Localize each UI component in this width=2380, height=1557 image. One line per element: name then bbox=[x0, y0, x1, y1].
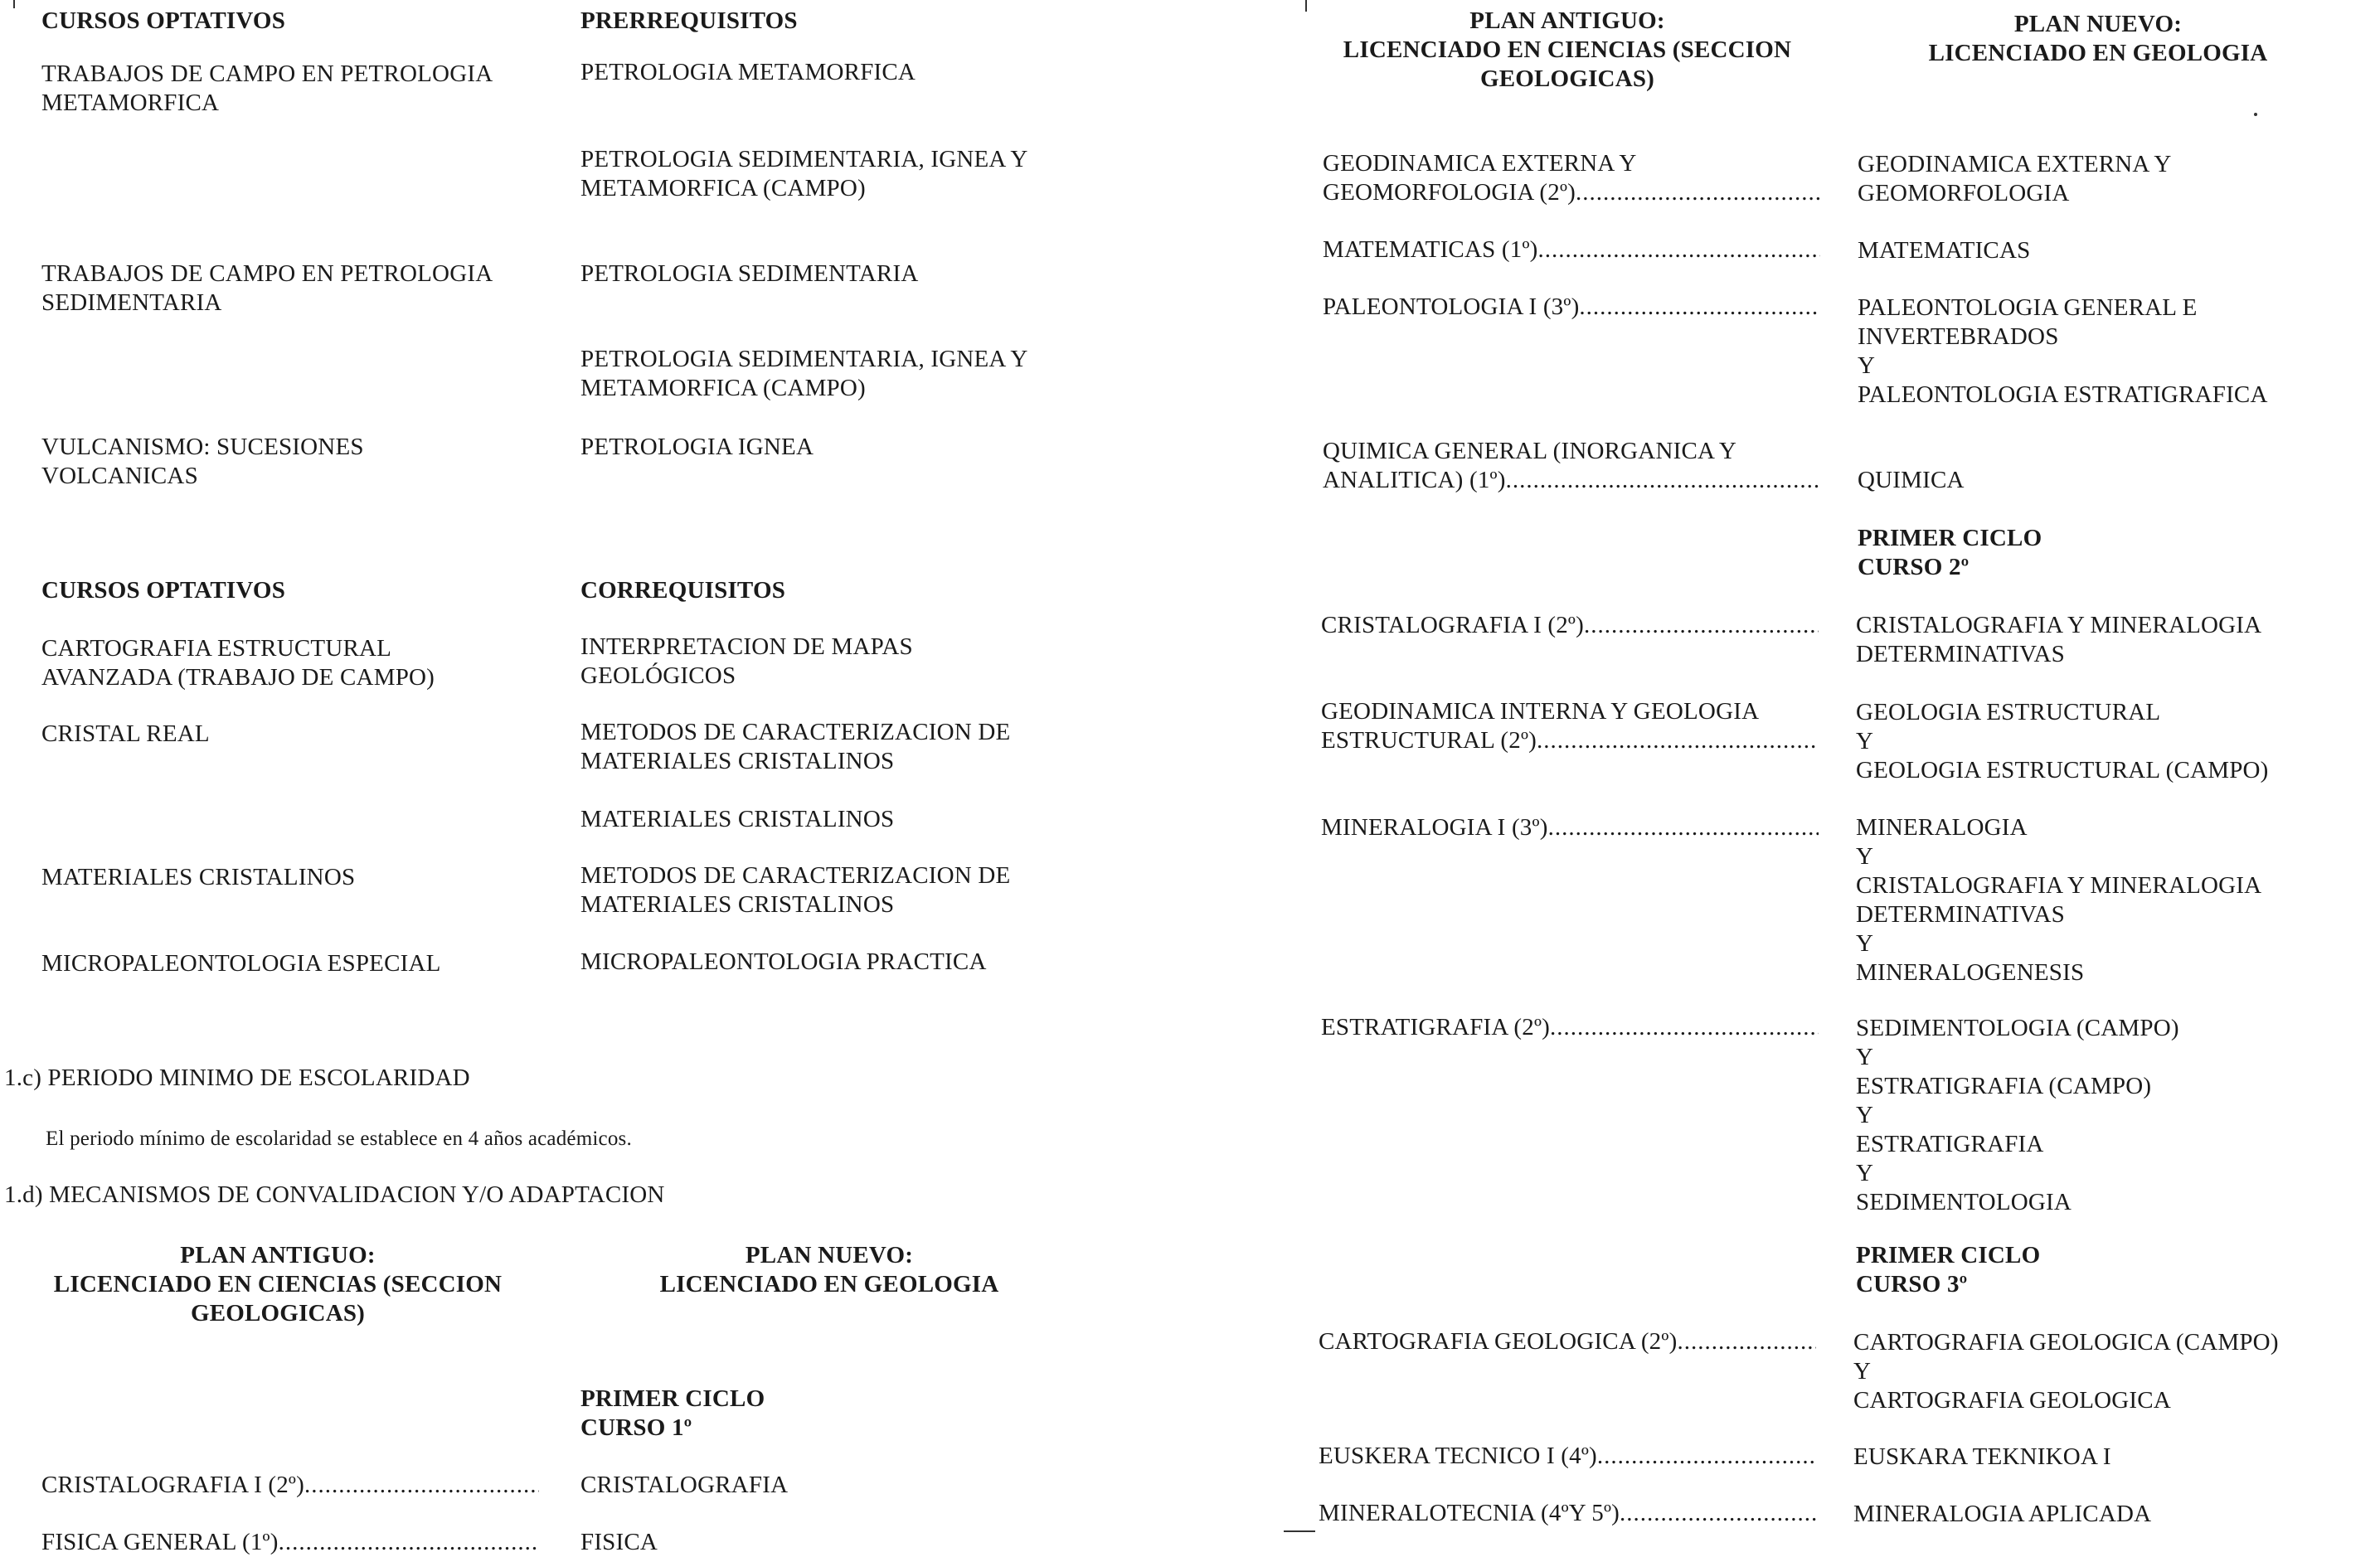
subject-text: ANALITICA) (1º) bbox=[1323, 467, 1506, 493]
leader-dots bbox=[279, 1528, 539, 1557]
leader-dots bbox=[1677, 1327, 1816, 1356]
old-plan-subject bbox=[1321, 611, 1819, 640]
requisite-name: PETROLOGIA SEDIMENTARIA, IGNEA Y bbox=[580, 146, 1028, 172]
requisite-name: METAMORFICA (CAMPO) bbox=[580, 375, 866, 401]
old-plan-label: PLAN ANTIGUO: bbox=[1469, 7, 1665, 34]
old-plan-subject bbox=[41, 1528, 539, 1557]
old-plan-subject: GEODINAMICA EXTERNA Y bbox=[1323, 150, 1637, 177]
old-plan-subject bbox=[1321, 726, 1819, 755]
requisite-name: PETROLOGIA METAMORFICA bbox=[580, 59, 916, 85]
subject-text: MATEMATICAS (1º) bbox=[1323, 236, 1538, 263]
leader-dots bbox=[304, 1471, 539, 1500]
course-name: CRISTAL REAL bbox=[41, 720, 210, 747]
new-plan-subject: CARTOGRAFIA GEOLOGICA bbox=[1853, 1387, 2171, 1414]
old-plan-subject: GEODINAMICA INTERNA Y GEOLOGIA bbox=[1321, 698, 1760, 725]
cycle-heading: PRIMER CICLO bbox=[1856, 1242, 2041, 1268]
course-year-heading: CURSO 1º bbox=[580, 1414, 692, 1441]
subject-text: MINERALOTECNIA (4ºY 5º) bbox=[1319, 1500, 1620, 1526]
old-plan-section: GEOLOGICAS) bbox=[1479, 65, 1655, 92]
course-name: VOLCANICAS bbox=[41, 463, 198, 489]
new-plan-subject: CRISTALOGRAFIA bbox=[580, 1472, 789, 1498]
leader-dots bbox=[1576, 178, 1820, 207]
old-plan-degree: LICENCIADO EN CIENCIAS (SECCION bbox=[1343, 36, 1792, 63]
course-name: TRABAJOS DE CAMPO EN PETROLOGIA bbox=[41, 61, 493, 87]
subject-text: ESTRATIGRAFIA (2º) bbox=[1321, 1014, 1551, 1040]
new-plan-subject: CARTOGRAFIA GEOLOGICA (CAMPO) bbox=[1853, 1329, 2279, 1356]
new-plan-subject: QUIMICA bbox=[1858, 467, 1965, 493]
new-plan-subject: CRISTALOGRAFIA Y MINERALOGIA bbox=[1856, 612, 2262, 638]
subject-text: CRISTALOGRAFIA I (2º) bbox=[1321, 612, 1584, 638]
old-plan-subject bbox=[1323, 235, 1820, 264]
leader-dots bbox=[1506, 466, 1820, 495]
course-name: TRABAJOS DE CAMPO EN PETROLOGIA bbox=[41, 260, 493, 287]
course-name: METAMORFICA bbox=[41, 90, 220, 116]
scan-mark bbox=[13, 0, 15, 8]
subject-text: ESTRUCTURAL (2º) bbox=[1321, 727, 1537, 754]
corequisites-header: CORREQUISITOS bbox=[580, 577, 786, 604]
old-plan-subject bbox=[1319, 1442, 1816, 1471]
old-plan-subject bbox=[1323, 466, 1820, 495]
scan-mark bbox=[1284, 1530, 1315, 1532]
course-name: MICROPALEONTOLOGIA ESPECIAL bbox=[41, 950, 441, 977]
cycle-heading: PRIMER CICLO bbox=[1858, 525, 2042, 551]
subject-text: GEOMORFOLOGIA (2º) bbox=[1323, 179, 1576, 206]
course-name: CARTOGRAFIA ESTRUCTURAL bbox=[41, 635, 392, 662]
requisite-name: MATERIALES CRISTALINOS bbox=[580, 748, 895, 774]
new-plan-subject: Y bbox=[1856, 1044, 1874, 1070]
new-plan-subject: Y bbox=[1856, 728, 1874, 754]
course-year-heading: CURSO 3º bbox=[1856, 1271, 1968, 1298]
requisite-name: INTERPRETACION DE MAPAS bbox=[580, 633, 913, 660]
leader-dots bbox=[1579, 293, 1820, 322]
new-plan-subject: PALEONTOLOGIA GENERAL E bbox=[1858, 294, 2198, 321]
old-plan-subject bbox=[1321, 1013, 1819, 1042]
new-plan-subject: ESTRATIGRAFIA bbox=[1856, 1131, 2044, 1157]
old-plan-subject bbox=[1319, 1327, 1816, 1356]
leader-dots bbox=[1538, 235, 1821, 264]
new-plan-subject: ESTRATIGRAFIA (CAMPO) bbox=[1856, 1073, 2152, 1099]
new-plan-subject: GEODINAMICA EXTERNA Y bbox=[1858, 151, 2172, 177]
new-plan-subject: Y bbox=[1856, 843, 1874, 870]
subject-text: PALEONTOLOGIA I (3º) bbox=[1323, 293, 1580, 320]
new-plan-subject: GEOMORFOLOGIA bbox=[1858, 180, 2070, 206]
prerequisites-header: PRERREQUISITOS bbox=[580, 7, 798, 34]
new-plan-subject: SEDIMENTOLOGIA bbox=[1856, 1189, 2072, 1215]
requisite-name: PETROLOGIA SEDIMENTARIA bbox=[580, 260, 919, 287]
new-plan-subject: PALEONTOLOGIA ESTRATIGRAFICA bbox=[1858, 381, 2268, 408]
course-name: VULCANISMO: SUCESIONES bbox=[41, 434, 364, 460]
new-plan-subject: MINERALOGIA APLICADA bbox=[1853, 1501, 2152, 1527]
old-plan-degree: LICENCIADO EN CIENCIAS (SECCION bbox=[53, 1271, 503, 1298]
leader-dots bbox=[1620, 1499, 1816, 1528]
cycle-heading: PRIMER CICLO bbox=[580, 1385, 765, 1412]
course-name: SEDIMENTARIA bbox=[41, 289, 222, 316]
old-plan-subject bbox=[41, 1471, 539, 1500]
new-plan-subject: FISICA bbox=[580, 1529, 658, 1555]
new-plan-subject: Y bbox=[1858, 352, 1876, 379]
leader-dots bbox=[1584, 611, 1819, 640]
subject-text: CRISTALOGRAFIA I (2º) bbox=[41, 1472, 304, 1498]
requisite-name: METAMORFICA (CAMPO) bbox=[580, 175, 866, 201]
course-name: MATERIALES CRISTALINOS bbox=[41, 864, 356, 890]
old-plan-subject bbox=[1323, 293, 1820, 322]
subject-text: FISICA GENERAL (1º) bbox=[41, 1529, 279, 1555]
new-plan-subject: DETERMINATIVAS bbox=[1856, 641, 2065, 667]
old-plan-label: PLAN ANTIGUO: bbox=[180, 1242, 376, 1268]
new-plan-subject: INVERTEBRADOS bbox=[1858, 323, 2059, 350]
course-name: AVANZADA (TRABAJO DE CAMPO) bbox=[41, 664, 435, 691]
new-plan-subject: SEDIMENTOLOGIA (CAMPO) bbox=[1856, 1015, 2179, 1041]
new-plan-subject: Y bbox=[1856, 1160, 1874, 1186]
leader-dots bbox=[1597, 1442, 1816, 1471]
course-year-heading: CURSO 2º bbox=[1858, 554, 1970, 580]
new-plan-subject: MINERALOGENESIS bbox=[1856, 959, 2085, 986]
new-plan-subject: Y bbox=[1856, 930, 1874, 957]
new-plan-subject: MATEMATICAS bbox=[1858, 237, 2031, 264]
section-d-title: 1.d) MECANISMOS DE CONVALIDACION Y/O ADAPTACION bbox=[4, 1181, 665, 1208]
new-plan-label: PLAN NUEVO: bbox=[745, 1242, 914, 1268]
scan-mark bbox=[1305, 0, 1307, 12]
new-plan-subject: DETERMINATIVAS bbox=[1856, 901, 2065, 928]
requisite-name: MATERIALES CRISTALINOS bbox=[580, 891, 895, 918]
new-plan-subject: Y bbox=[1853, 1358, 1872, 1385]
optional-courses-header: CURSOS OPTATIVOS bbox=[41, 7, 286, 34]
new-plan-degree: LICENCIADO EN GEOLOGIA bbox=[659, 1271, 999, 1298]
subject-text: CARTOGRAFIA GEOLOGICA (2º) bbox=[1319, 1328, 1678, 1355]
old-plan-subject: QUIMICA GENERAL (INORGANICA Y bbox=[1323, 438, 1737, 464]
section-c-text: El periodo mínimo de escolaridad se establece en 4 años académicos. bbox=[46, 1128, 632, 1150]
requisite-name: PETROLOGIA IGNEA bbox=[580, 434, 814, 460]
leader-dots bbox=[1537, 726, 1819, 755]
old-plan-subject bbox=[1319, 1499, 1816, 1528]
new-plan-subject: GEOLOGIA ESTRUCTURAL (CAMPO) bbox=[1856, 757, 2269, 783]
leader-dots bbox=[1550, 1013, 1819, 1042]
new-plan-subject: MINERALOGIA bbox=[1856, 814, 2028, 841]
scan-mark bbox=[2254, 113, 2257, 116]
subject-text: MINERALOGIA I (3º) bbox=[1321, 814, 1548, 841]
new-plan-label: PLAN NUEVO: bbox=[2013, 11, 2183, 37]
requisite-name: PETROLOGIA SEDIMENTARIA, IGNEA Y bbox=[580, 346, 1028, 372]
requisite-name: GEOLÓGICOS bbox=[580, 662, 736, 689]
new-plan-subject: Y bbox=[1856, 1102, 1874, 1128]
new-plan-degree: LICENCIADO EN GEOLOGIA bbox=[1928, 40, 2268, 66]
new-plan-subject: EUSKARA TEKNIKOA I bbox=[1853, 1443, 2111, 1470]
subject-text: EUSKERA TECNICO I (4º) bbox=[1319, 1443, 1597, 1469]
old-plan-section: GEOLOGICAS) bbox=[190, 1300, 366, 1327]
requisite-name: METODOS DE CARACTERIZACION DE bbox=[580, 719, 1011, 745]
requisite-name: METODOS DE CARACTERIZACION DE bbox=[580, 862, 1011, 889]
new-plan-subject: CRISTALOGRAFIA Y MINERALOGIA bbox=[1856, 872, 2262, 899]
old-plan-subject bbox=[1323, 178, 1820, 207]
leader-dots bbox=[1548, 813, 1819, 842]
old-plan-subject bbox=[1321, 813, 1819, 842]
optional-courses-header: CURSOS OPTATIVOS bbox=[41, 577, 286, 604]
requisite-name: MICROPALEONTOLOGIA PRACTICA bbox=[580, 948, 987, 975]
new-plan-subject: GEOLOGIA ESTRUCTURAL bbox=[1856, 699, 2161, 725]
section-c-title: 1.c) PERIODO MINIMO DE ESCOLARIDAD bbox=[4, 1065, 470, 1091]
requisite-name: MATERIALES CRISTALINOS bbox=[580, 806, 895, 832]
